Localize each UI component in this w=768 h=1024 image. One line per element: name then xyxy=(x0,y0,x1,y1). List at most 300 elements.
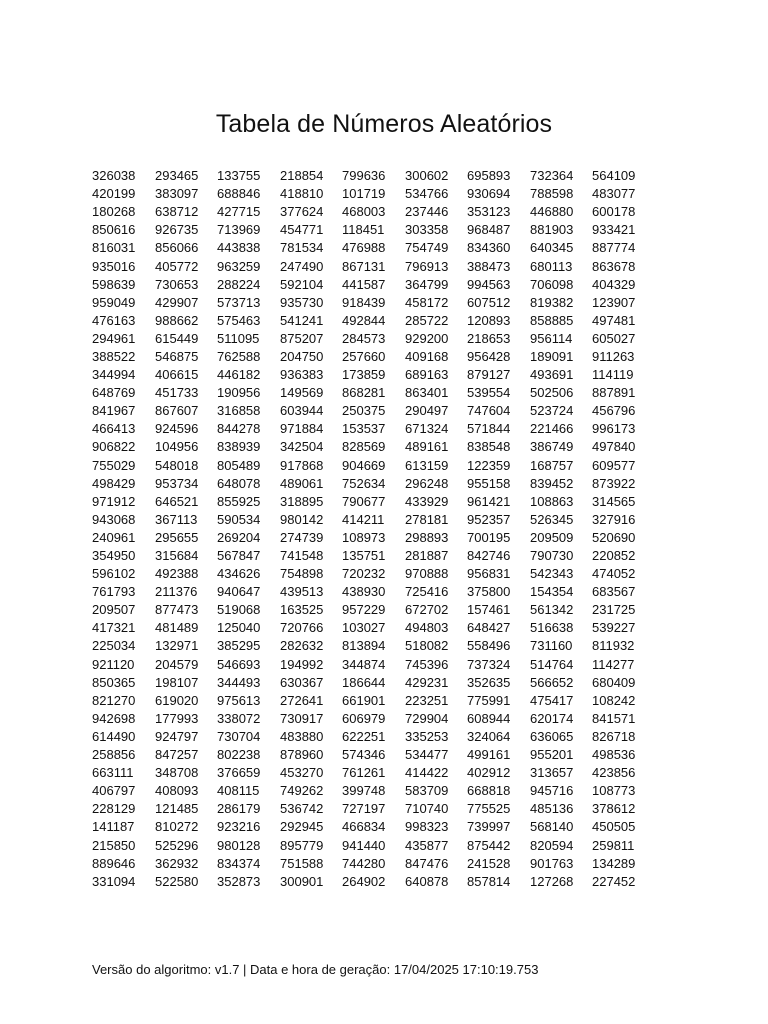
table-cell: 592104 xyxy=(280,276,324,292)
table-cell: 573713 xyxy=(217,294,261,310)
table-cell: 498429 xyxy=(92,475,136,491)
table-cell: 443838 xyxy=(217,240,261,256)
table-cell: 458172 xyxy=(405,294,449,310)
table-row xyxy=(92,529,652,547)
table-cell: 615449 xyxy=(155,330,199,346)
table-cell: 408093 xyxy=(155,783,199,799)
table-cell: 194992 xyxy=(280,656,324,672)
table-cell: 933421 xyxy=(592,222,636,238)
table-cell: 648769 xyxy=(92,385,136,401)
table-cell: 850365 xyxy=(92,674,136,690)
table-cell: 278181 xyxy=(405,511,449,527)
table-cell: 290497 xyxy=(405,403,449,419)
table-cell: 122359 xyxy=(467,457,511,473)
table-cell: 108863 xyxy=(530,493,574,509)
table-cell: 952357 xyxy=(467,511,511,527)
table-cell: 223251 xyxy=(405,692,449,708)
table-cell: 293465 xyxy=(155,168,199,184)
table-cell: 988662 xyxy=(155,312,199,328)
table-cell: 943068 xyxy=(92,511,136,527)
table-cell: 186644 xyxy=(342,674,386,690)
table-cell: 348708 xyxy=(155,765,199,781)
table-cell: 406797 xyxy=(92,783,136,799)
table-cell: 108773 xyxy=(592,783,636,799)
table-cell: 446880 xyxy=(530,204,574,220)
table-cell: 120893 xyxy=(467,312,511,328)
table-cell: 433929 xyxy=(405,493,449,509)
table-cell: 522580 xyxy=(155,873,199,889)
table-cell: 961421 xyxy=(467,493,511,509)
table-cell: 127268 xyxy=(530,873,574,889)
table-cell: 889646 xyxy=(92,855,136,871)
table-cell: 405772 xyxy=(155,258,199,274)
table-cell: 566652 xyxy=(530,674,574,690)
table-cell: 688846 xyxy=(217,186,261,202)
table-cell: 730917 xyxy=(280,710,324,726)
table-cell: 180268 xyxy=(92,204,136,220)
table-cell: 640878 xyxy=(405,873,449,889)
table-cell: 731160 xyxy=(530,638,573,654)
table-cell: 257660 xyxy=(342,348,386,364)
table-row xyxy=(92,601,652,619)
table-row xyxy=(92,167,652,185)
table-cell: 957229 xyxy=(342,602,386,618)
table-cell: 331094 xyxy=(92,873,136,889)
table-cell: 923216 xyxy=(217,819,261,835)
table-cell: 583709 xyxy=(405,783,449,799)
table-cell: 980128 xyxy=(217,837,261,853)
table-row xyxy=(92,312,652,330)
table-cell: 953734 xyxy=(155,475,199,491)
table-row xyxy=(92,239,652,257)
table-cell: 434626 xyxy=(217,566,261,582)
table-cell: 720232 xyxy=(342,566,386,582)
table-body xyxy=(92,167,652,891)
table-cell: 157461 xyxy=(467,602,511,618)
table-cell: 781534 xyxy=(280,240,324,256)
table-cell: 695893 xyxy=(467,168,511,184)
table-cell: 519068 xyxy=(217,602,261,618)
table-cell: 485136 xyxy=(530,801,574,817)
table-cell: 614490 xyxy=(92,728,136,744)
table-cell: 727197 xyxy=(342,801,386,817)
table-cell: 335253 xyxy=(405,728,449,744)
table-cell: 838939 xyxy=(217,439,261,455)
table-cell: 453270 xyxy=(280,765,324,781)
table-cell: 867131 xyxy=(342,258,386,274)
table-cell: 842746 xyxy=(467,548,511,564)
table-cell: 481489 xyxy=(155,620,199,636)
table-cell: 313657 xyxy=(530,765,574,781)
table-cell: 352873 xyxy=(217,873,261,889)
table-cell: 811932 xyxy=(592,638,635,654)
table-cell: 132971 xyxy=(155,638,199,654)
table-cell: 364799 xyxy=(405,276,449,292)
table-cell: 483880 xyxy=(280,728,324,744)
table-cell: 388522 xyxy=(92,348,136,364)
table-cell: 502506 xyxy=(530,385,574,401)
table-row xyxy=(92,818,652,836)
table-cell: 875207 xyxy=(280,330,324,346)
table-cell: 429907 xyxy=(155,294,199,310)
table-cell: 788598 xyxy=(530,186,574,202)
table-cell: 796913 xyxy=(405,258,449,274)
table-cell: 342504 xyxy=(280,439,324,455)
table-row xyxy=(92,330,652,348)
table-cell: 689163 xyxy=(405,367,449,383)
table-cell: 630367 xyxy=(280,674,324,690)
table-cell: 450505 xyxy=(592,819,636,835)
table-cell: 921120 xyxy=(92,656,135,672)
table-cell: 608944 xyxy=(467,710,511,726)
table-cell: 489161 xyxy=(405,439,449,455)
table-cell: 956831 xyxy=(467,566,511,582)
table-cell: 300901 xyxy=(280,873,324,889)
table-cell: 799636 xyxy=(342,168,386,184)
table-row xyxy=(92,276,652,294)
table-cell: 857814 xyxy=(467,873,511,889)
table-cell: 362932 xyxy=(155,855,199,871)
table-cell: 956428 xyxy=(467,348,511,364)
table-cell: 250375 xyxy=(342,403,386,419)
table-cell: 338072 xyxy=(217,710,261,726)
table-cell: 539554 xyxy=(467,385,511,401)
table-cell: 295655 xyxy=(155,529,199,545)
table-cell: 661901 xyxy=(342,692,386,708)
table-cell: 558496 xyxy=(467,638,511,654)
table-cell: 850616 xyxy=(92,222,136,238)
table-cell: 314565 xyxy=(592,493,636,509)
table-cell: 855925 xyxy=(217,493,261,509)
table-cell: 904669 xyxy=(342,457,386,473)
table-cell: 441587 xyxy=(342,276,386,292)
table-cell: 259811 xyxy=(592,837,635,853)
table-cell: 730653 xyxy=(155,276,199,292)
table-cell: 514764 xyxy=(530,656,574,672)
table-cell: 775991 xyxy=(467,692,511,708)
table-row xyxy=(92,565,652,583)
table-cell: 141187 xyxy=(92,819,135,835)
table-cell: 607512 xyxy=(467,294,511,310)
table-row xyxy=(92,674,652,692)
table-cell: 956114 xyxy=(530,330,573,346)
random-numbers-table xyxy=(92,167,652,891)
table-cell: 737324 xyxy=(467,656,511,672)
table-cell: 497481 xyxy=(592,312,636,328)
table-cell: 839452 xyxy=(530,475,574,491)
table-cell: 636065 xyxy=(530,728,574,744)
table-cell: 887774 xyxy=(592,240,636,256)
table-cell: 114119 xyxy=(592,367,634,383)
table-cell: 227452 xyxy=(592,873,636,889)
table-cell: 671324 xyxy=(405,421,449,437)
table-cell: 318895 xyxy=(280,493,324,509)
table-cell: 917868 xyxy=(280,457,324,473)
table-cell: 605027 xyxy=(592,330,636,346)
table-cell: 377624 xyxy=(280,204,324,220)
table-cell: 744280 xyxy=(342,855,386,871)
table-cell: 225034 xyxy=(92,638,136,654)
table-cell: 284573 xyxy=(342,330,386,346)
table-cell: 218854 xyxy=(280,168,324,184)
table-cell: 402912 xyxy=(467,765,511,781)
table-cell: 868281 xyxy=(342,385,386,401)
table-cell: 285722 xyxy=(405,312,449,328)
table-cell: 847257 xyxy=(155,747,199,763)
table-cell: 935730 xyxy=(280,294,324,310)
table-cell: 247490 xyxy=(280,258,324,274)
table-cell: 353123 xyxy=(467,204,511,220)
table-cell: 286179 xyxy=(217,801,261,817)
table-cell: 603944 xyxy=(280,403,324,419)
table-cell: 844278 xyxy=(217,421,261,437)
table-cell: 135751 xyxy=(342,548,386,564)
table-cell: 417321 xyxy=(92,620,136,636)
table-cell: 134289 xyxy=(592,855,636,871)
table-cell: 648078 xyxy=(217,475,261,491)
table-cell: 828569 xyxy=(342,439,386,455)
table-row xyxy=(92,764,652,782)
table-cell: 940647 xyxy=(217,584,261,600)
table-cell: 542343 xyxy=(530,566,574,582)
table-cell: 324064 xyxy=(467,728,511,744)
table-cell: 877473 xyxy=(155,602,199,618)
table-cell: 930694 xyxy=(467,186,511,202)
table-cell: 367113 xyxy=(155,511,198,527)
table-cell: 439513 xyxy=(280,584,324,600)
table-cell: 118451 xyxy=(342,222,385,238)
table-cell: 475417 xyxy=(530,692,574,708)
table-cell: 526345 xyxy=(530,511,574,527)
table-cell: 539227 xyxy=(592,620,636,636)
table-cell: 383097 xyxy=(155,186,199,202)
table-cell: 598639 xyxy=(92,276,136,292)
table-cell: 494803 xyxy=(405,620,449,636)
table-cell: 103027 xyxy=(342,620,386,636)
table-cell: 221466 xyxy=(530,421,574,437)
table-cell: 994563 xyxy=(467,276,511,292)
table-row xyxy=(92,475,652,493)
table-cell: 344994 xyxy=(92,367,136,383)
table-cell: 288224 xyxy=(217,276,261,292)
table-cell: 427715 xyxy=(217,204,261,220)
table-cell: 820594 xyxy=(530,837,574,853)
table-cell: 911263 xyxy=(592,348,635,364)
table-cell: 466413 xyxy=(92,421,136,437)
table-cell: 121485 xyxy=(155,801,199,817)
table-row xyxy=(92,493,652,511)
table-cell: 149569 xyxy=(280,385,324,401)
table-cell: 955158 xyxy=(467,475,511,491)
table-row xyxy=(92,402,652,420)
table-cell: 228129 xyxy=(92,801,136,817)
table-cell: 971884 xyxy=(280,421,324,437)
table-cell: 590534 xyxy=(217,511,261,527)
table-cell: 975613 xyxy=(217,692,261,708)
table-cell: 326038 xyxy=(92,168,136,184)
table-cell: 414211 xyxy=(342,511,385,527)
table-cell: 423856 xyxy=(592,765,636,781)
table-cell: 741548 xyxy=(280,548,324,564)
table-cell: 648427 xyxy=(467,620,511,636)
table-cell: 856066 xyxy=(155,240,199,256)
table-cell: 420199 xyxy=(92,186,136,202)
table-cell: 218653 xyxy=(467,330,511,346)
table-cell: 863401 xyxy=(405,385,449,401)
table-cell: 451733 xyxy=(155,385,199,401)
table-cell: 906822 xyxy=(92,439,136,455)
table-cell: 344874 xyxy=(342,656,386,672)
table-cell: 879127 xyxy=(467,367,511,383)
table-cell: 386749 xyxy=(530,439,574,455)
table-cell: 388473 xyxy=(467,258,511,274)
table-cell: 231725 xyxy=(592,602,636,618)
table-cell: 863678 xyxy=(592,258,636,274)
table-cell: 516638 xyxy=(530,620,574,636)
table-cell: 706098 xyxy=(530,276,574,292)
table-cell: 747604 xyxy=(467,403,511,419)
table-cell: 970888 xyxy=(405,566,449,582)
table-cell: 646521 xyxy=(155,493,199,509)
table-cell: 133755 xyxy=(217,168,261,184)
table-cell: 575463 xyxy=(217,312,261,328)
table-cell: 574346 xyxy=(342,747,386,763)
table-cell: 751588 xyxy=(280,855,324,871)
table-row xyxy=(92,457,652,475)
table-cell: 264902 xyxy=(342,873,386,889)
table-cell: 929200 xyxy=(405,330,449,346)
table-cell: 518082 xyxy=(405,638,449,654)
table-cell: 968487 xyxy=(467,222,511,238)
table-cell: 739997 xyxy=(467,819,511,835)
table-cell: 237446 xyxy=(405,204,449,220)
table-cell: 762588 xyxy=(217,348,261,364)
table-cell: 123907 xyxy=(592,294,636,310)
table-cell: 775525 xyxy=(467,801,511,817)
table-cell: 511095 xyxy=(217,330,260,346)
table-cell: 755029 xyxy=(92,457,136,473)
table-row xyxy=(92,710,652,728)
table-cell: 344493 xyxy=(217,674,261,690)
table-cell: 476163 xyxy=(92,312,136,328)
table-cell: 168757 xyxy=(530,457,574,473)
table-cell: 761793 xyxy=(92,584,136,600)
table-cell: 732364 xyxy=(530,168,574,184)
table-cell: 468003 xyxy=(342,204,386,220)
table-cell: 609577 xyxy=(592,457,636,473)
table-cell: 315684 xyxy=(155,548,199,564)
table-cell: 154354 xyxy=(530,584,574,600)
table-cell: 209507 xyxy=(92,602,136,618)
table-cell: 466834 xyxy=(342,819,386,835)
table-row xyxy=(92,384,652,402)
table-row xyxy=(92,728,652,746)
table-row xyxy=(92,619,652,637)
table-cell: 354950 xyxy=(92,548,136,564)
table-cell: 220852 xyxy=(592,548,636,564)
table-cell: 613159 xyxy=(405,457,449,473)
table-cell: 406615 xyxy=(155,367,199,383)
table-cell: 841967 xyxy=(92,403,136,419)
table-cell: 272641 xyxy=(280,692,324,708)
table-cell: 878960 xyxy=(280,747,324,763)
table-cell: 826718 xyxy=(592,728,636,744)
table-cell: 274739 xyxy=(280,529,324,545)
table-cell: 600178 xyxy=(592,204,636,220)
table-cell: 680113 xyxy=(530,258,573,274)
table-cell: 541241 xyxy=(280,312,324,328)
table-cell: 564109 xyxy=(592,168,636,184)
table-row xyxy=(92,656,652,674)
table-cell: 571844 xyxy=(467,421,511,437)
table-cell: 189091 xyxy=(530,348,574,364)
table-cell: 841571 xyxy=(592,710,636,726)
table-cell: 298893 xyxy=(405,529,449,545)
table-row xyxy=(92,257,652,275)
table-cell: 936383 xyxy=(280,367,324,383)
table-cell: 408115 xyxy=(217,783,260,799)
table-cell: 942698 xyxy=(92,710,136,726)
table-cell: 215850 xyxy=(92,837,136,853)
table-row xyxy=(92,692,652,710)
table-cell: 996173 xyxy=(592,421,636,437)
table-cell: 873922 xyxy=(592,475,636,491)
table-cell: 713969 xyxy=(217,222,261,238)
table-cell: 269204 xyxy=(217,529,261,545)
table-cell: 173859 xyxy=(342,367,386,383)
table-cell: 810272 xyxy=(155,819,199,835)
table-row xyxy=(92,800,652,818)
table-cell: 327916 xyxy=(592,511,636,527)
table-cell: 640345 xyxy=(530,240,574,256)
table-cell: 963259 xyxy=(217,258,261,274)
table-row xyxy=(92,185,652,203)
table-cell: 456796 xyxy=(592,403,636,419)
table-cell: 499161 xyxy=(467,747,511,763)
table-cell: 292945 xyxy=(280,819,324,835)
table-cell: 754749 xyxy=(405,240,449,256)
table-cell: 568140 xyxy=(530,819,574,835)
table-cell: 752634 xyxy=(342,475,386,491)
table-cell: 209509 xyxy=(530,529,574,545)
table-cell: 446182 xyxy=(217,367,261,383)
table-cell: 534766 xyxy=(405,186,449,202)
table-cell: 875442 xyxy=(467,837,511,853)
table-cell: 622251 xyxy=(342,728,386,744)
table-row xyxy=(92,511,652,529)
table-row xyxy=(92,637,652,655)
table-cell: 454771 xyxy=(280,222,324,238)
table-cell: 282632 xyxy=(280,638,324,654)
table-cell: 668818 xyxy=(467,783,511,799)
table-cell: 497840 xyxy=(592,439,636,455)
table-cell: 941440 xyxy=(342,837,386,853)
table-row xyxy=(92,438,652,456)
table-cell: 725416 xyxy=(405,584,449,600)
table-cell: 108973 xyxy=(342,529,386,545)
table-cell: 672702 xyxy=(405,602,449,618)
table-cell: 567847 xyxy=(217,548,261,564)
table-cell: 749262 xyxy=(280,783,324,799)
table-cell: 258856 xyxy=(92,747,136,763)
table-row xyxy=(92,583,652,601)
table-cell: 901763 xyxy=(530,855,574,871)
table-row xyxy=(92,746,652,764)
table-cell: 294961 xyxy=(92,330,136,346)
table-cell: 520690 xyxy=(592,529,636,545)
table-cell: 177993 xyxy=(155,710,199,726)
table-cell: 101719 xyxy=(342,186,386,202)
